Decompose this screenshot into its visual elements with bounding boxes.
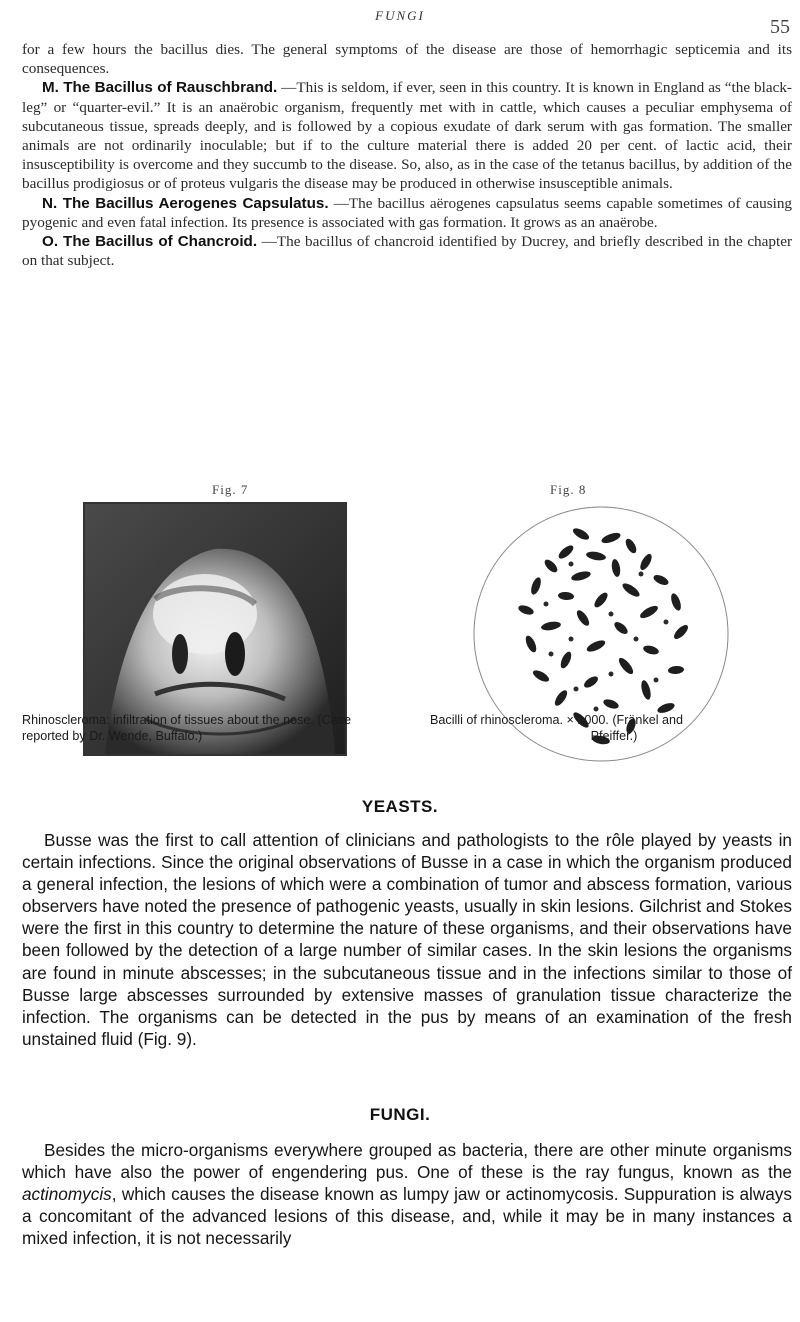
- fig8-caption-line2: Pfeiffer.): [590, 729, 638, 743]
- item-text: The bacillus of chancroid identified by Ducrey, and briefly described in the chapter on that subject.: [22, 233, 793, 270]
- item-text: —: [261, 233, 277, 251]
- item-heading: N. The Bacillus Aerogenes Capsulatus.: [42, 194, 329, 212]
- yeasts-paragraph: Busse was the first to call attention of clinicians and pathologists to the rôle played by yeasts in certain infections. Since the original observations of Busse in a case in which the organism produced a general infection, the lesions of which were a combination of tumor and abscess formation, various observers have noted the presence of pathogenic yeasts, usually in skin lesions. Gilchrist and Stokes were the first in this country to determine the nature of these organisms, and their observations have been followed by the detection of a large number of similar cases. In the skin lesions the organisms are found in minute abscesses; in the subcutaneous tissue and in the infections similar to those of Busse large abscesses surrounded by extensive masses of granulation tissue characterize the infection. The organisms can be detected in the pus by means of an examination of the fresh unstained fluid (Fig. 9).: [22, 830, 792, 1049]
- yeasts-heading: YEASTS.: [361, 797, 439, 816]
- item-text: The bacillus aërogenes capsulatus seems capable sometimes of causing pyogenic and even fatal infection. Its presence is associated with gas formation. It grows as an anaërobe.: [22, 194, 793, 231]
- fungi-text-end: , which causes the disease known as lumpy jaw or actinomycosis. Suppuration is always a concomitant of the advanced lesions of this disease, and, while it may be in many instances a mixed infection, it is not necessarily: [22, 1184, 792, 1249]
- fungi-section: [22, 1139, 792, 1249]
- fungi-heading: FUNGI.: [369, 1105, 431, 1124]
- page-number: 55: [770, 16, 790, 38]
- fig8-caption: [430, 712, 798, 744]
- yeasts-section: [22, 829, 792, 1050]
- item-heading: O. The Bacillus of Chancroid.: [42, 233, 258, 251]
- item-rauschbrand: [22, 78, 792, 193]
- running-head: FUNGI: [375, 8, 425, 23]
- item-text: This is seldom, if ever, seen in this country. It is known in England as “the black-leg” or “quarter-evil.” It is an anaërobic organism, frequently met with in cattle, which causes a peculiar emphysema of subcutaneous tissue, spreads deeply, and is followed by a copious exudate of dark serum with gas formation. The smaller animals are not ordinarily inoculable; but if to the culture material there is added 20 per cent. of lactic acid, their insusceptibility is overcome and they succumb to the disease. So, also, as in the case of the tetanus bacillus, by addition of the bacillus prodigiosus or of proteus vulgaris the disease may be produced in otherwise insusceptible animals.: [22, 79, 792, 193]
- intro-paragraph: for a few hours the bacillus dies. The general symptoms of the disease are those of hemorrhagic septicemia and its consequences.: [22, 41, 792, 78]
- item-chancroid: [22, 232, 792, 270]
- figure-captions: [22, 712, 792, 752]
- fungi-text-start: Besides the micro-organisms everywhere grouped as bacteria, there are other minute organisms which have also the power of engendering pus. One of these is the ray fungus, known as the: [22, 1140, 792, 1183]
- top-text-block: [22, 40, 792, 270]
- fig8-caption-line1: Bacilli of rhinoscleroma. × 1000. (Fränkel and: [430, 713, 684, 727]
- item-heading: M. The Bacillus of Rauschbrand.: [42, 79, 278, 97]
- fig8-label: Fig. 8: [550, 482, 587, 497]
- figures-row: [22, 482, 792, 722]
- fungi-paragraph: [22, 1139, 792, 1249]
- actinomycis-term: actinomycis: [22, 1184, 112, 1205]
- fig7-label: Fig. 7: [212, 482, 249, 497]
- item-aerogenes: [22, 194, 792, 232]
- fig7-caption: Rhinoscleroma: infiltration of tissues about the nose. (Case reported by Dr. Wende, Buffalo.): [22, 713, 352, 743]
- item-text: —: [333, 194, 349, 212]
- item-text: —: [281, 79, 297, 97]
